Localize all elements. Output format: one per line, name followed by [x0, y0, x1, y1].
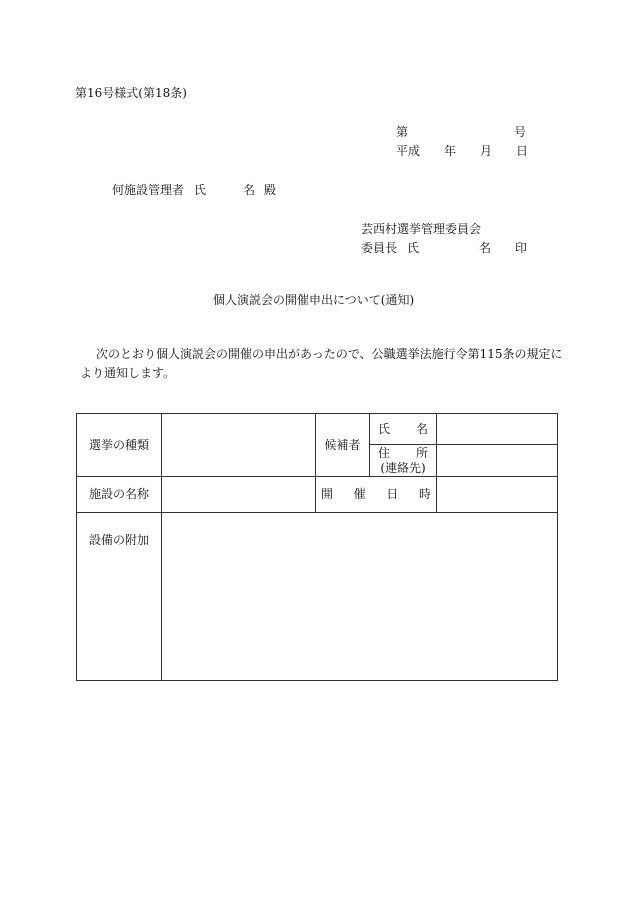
facility-name-value	[162, 477, 316, 513]
body-line-2: より通知します。	[80, 366, 176, 380]
addressee	[112, 183, 282, 199]
date-year: 年	[444, 144, 457, 158]
body-line-1: 次のとおり個人演説会の開催の申出があったので、公職選挙法施行令第115条の規定に	[96, 347, 563, 361]
addressee-name-suffix: 名	[243, 183, 256, 197]
held-char-4: 時	[418, 487, 431, 502]
addressee-honorific: 殿	[264, 183, 277, 197]
candidate-address-label-2: 所	[415, 446, 428, 461]
notification-table	[76, 413, 558, 681]
equipment-value	[162, 513, 558, 681]
held-datetime-value	[437, 477, 558, 513]
candidate-name-label	[370, 414, 437, 445]
held-datetime-label	[316, 477, 437, 513]
date-day: 日	[516, 144, 529, 158]
sender-name-suffix: 名	[479, 241, 492, 255]
table-row	[77, 414, 558, 445]
doc-number-prefix: 第	[396, 125, 409, 139]
candidate-name-label-1: 氏	[378, 421, 391, 436]
addressee-name-label: 氏	[194, 183, 207, 197]
facility-name-label: 施設の名称	[77, 477, 162, 513]
seal-mark: 印	[515, 241, 528, 255]
sender-name-label: 氏	[407, 241, 420, 255]
table-row	[77, 513, 558, 681]
held-char-2: 催	[353, 487, 366, 502]
date-month: 月	[480, 144, 493, 158]
held-char-3: 日	[386, 487, 399, 502]
table-row	[77, 477, 558, 513]
form-number: 第16号様式(第18条)	[75, 86, 187, 100]
candidate-address-label-1: 住	[378, 446, 391, 461]
document-date	[396, 144, 529, 160]
candidate-address-label	[370, 445, 437, 477]
document-title: 個人演説会の開催申出について(通知)	[213, 293, 415, 307]
addressee-org: 何施設管理者	[112, 183, 185, 197]
equipment-label: 設備の附加	[77, 513, 162, 681]
document-number	[396, 125, 526, 139]
candidate-address-value	[437, 445, 558, 477]
date-era: 平成	[396, 144, 421, 158]
candidate-label: 候補者	[316, 414, 370, 477]
candidate-contact-label: (連絡先)	[380, 460, 426, 475]
sender-signature-line	[361, 241, 531, 257]
candidate-name-value	[437, 414, 558, 445]
election-type-label: 選挙の種類	[77, 414, 162, 477]
election-type-value	[162, 414, 316, 477]
held-char-1: 開	[321, 487, 334, 502]
doc-number-suffix: 号	[513, 125, 526, 139]
candidate-name-label-2: 名	[415, 421, 428, 436]
sender-title: 委員長	[361, 241, 398, 255]
sender-org: 芸西村選挙管理委員会	[361, 222, 482, 236]
